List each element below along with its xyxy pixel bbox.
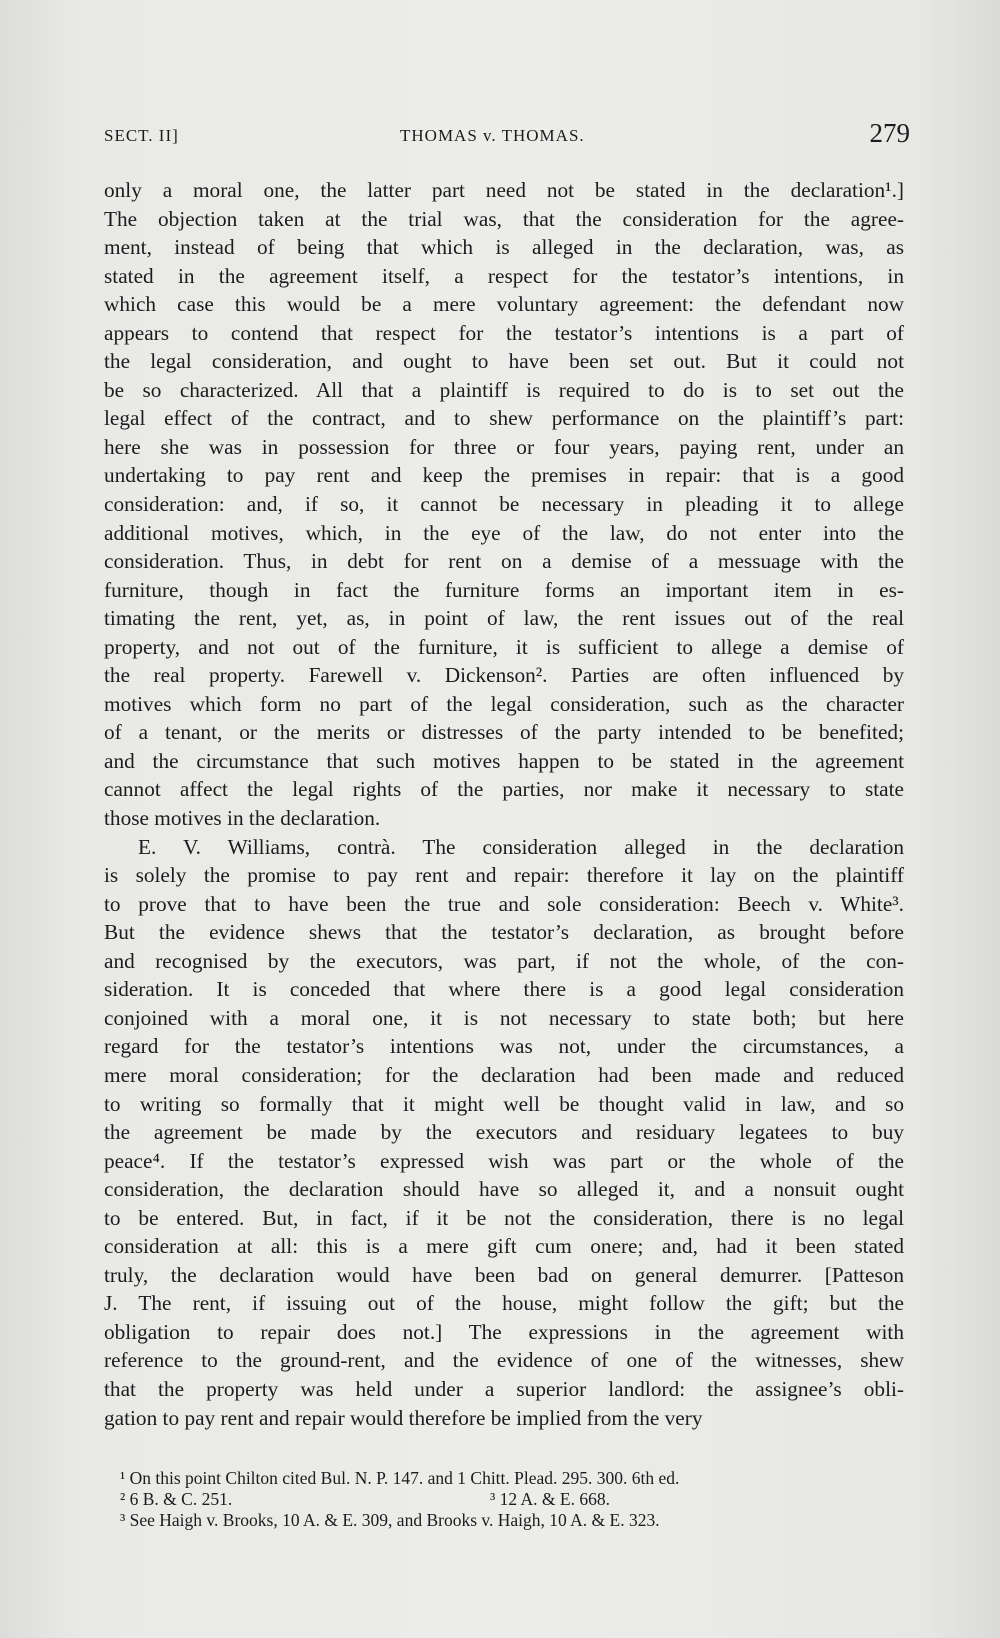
text-line: is solely the promise to pay rent and repair: therefore it lay on the plaintiff [104, 863, 904, 888]
text-line: here she was in possession for three or four years, paying rent, under an [104, 434, 904, 459]
text-line: be so characterized. All that a plaintiff is required to do is to set out the [104, 377, 904, 402]
text-line: appears to contend that respect for the testator’s intentions is a part of [104, 320, 904, 345]
text-line: truly, the declaration would have been bad on general demurrer. [Patteson [104, 1262, 904, 1287]
text-line: cannot affect the legal rights of the parties, nor make it necessary to state [104, 777, 904, 802]
text-line: consideration: and, if so, it cannot be necessary in pleading it to allege [104, 492, 904, 517]
text-line: to be entered. But, in fact, if it be not the consideration, there is no legal [104, 1205, 904, 1230]
text-line: and the circumstance that such motives happen to be stated in the agreement [104, 748, 904, 773]
footnote-3b: ³ See Haigh v. Brooks, 10 A. & E. 309, and Brooks v. Haigh, 10 A. & E. 323. [120, 1510, 660, 1530]
text-line: which case this would be a mere voluntary agreement: the defendant now [104, 292, 904, 317]
text-line: furniture, though in fact the furniture forms an important item in es- [104, 577, 904, 602]
text-line: consideration. Thus, in debt for rent on a demise of a messuage with the [104, 549, 904, 574]
running-header [104, 118, 910, 158]
text-line: conjoined with a moral one, it is not necessary to state both; but here [104, 1005, 904, 1030]
text-line: stated in the agreement itself, a respect for the testator’s intentions, in [104, 263, 904, 288]
footnote-1: ¹ On this point Chilton cited Bul. N. P. 147. and 1 Chitt. Plead. 295. 300. 6th ed. [120, 1468, 680, 1488]
text-line: ment, instead of being that which is alleged in the declaration, was, as [104, 235, 904, 260]
footnote-2: ² 6 B. & C. 251. [120, 1489, 233, 1509]
text-line: gation to pay rent and repair would therefore be implied from the very [104, 1405, 703, 1430]
case-title: THOMAS v. THOMAS. [400, 126, 585, 145]
text-line: additional motives, which, in the eye of the law, do not enter into the [104, 520, 904, 545]
footnotes [120, 1468, 900, 1531]
body-text [104, 176, 904, 1432]
text-line: to writing so formally that it might well be thought valid in law, and so [104, 1091, 904, 1116]
text-line: only a moral one, the latter part need not be stated in the declaration¹.] [104, 178, 904, 202]
text-line: the real property. Farewell v. Dickenson². Parties are often influenced by [104, 663, 904, 688]
text-line: peace⁴. If the testator’s expressed wish was part or the whole of the [104, 1148, 904, 1173]
text-line: legal effect of the contract, and to shew performance on the plaintiff’s part: [104, 406, 904, 431]
text-line: reference to the ground-rent, and the evidence of one of the witnesses, shew [104, 1348, 904, 1373]
text-line: mere moral consideration; for the declaration had been made and reduced [104, 1062, 904, 1087]
text-line: undertaking to pay rent and keep the premises in repair: that is a good [104, 463, 904, 488]
text-line: consideration at all: this is a mere gift cum onere; and, had it been stated [104, 1234, 904, 1259]
text-line: The objection taken at the trial was, that the consideration for the agree- [104, 206, 904, 231]
text-line: and recognised by the executors, was part, if not the whole, of the con- [104, 948, 904, 973]
text-line: to prove that to have been the true and sole consideration: Beech v. White³. [104, 891, 904, 916]
text-line: obligation to repair does not.] The expressions in the agreement with [104, 1319, 904, 1344]
text-line: regard for the testator’s intentions was not, under the circumstances, a [104, 1034, 904, 1059]
text-line: property, and not out of the furniture, it is sufficient to allege a demise of [104, 634, 904, 659]
text-line: But the evidence shews that the testator’s declaration, as brought before [104, 920, 904, 945]
text-line: the agreement be made by the executors and residuary legatees to buy [104, 1120, 904, 1145]
page-number: 279 [869, 118, 910, 148]
text-line: J. The rent, if issuing out of the house, might follow the gift; but the [104, 1291, 904, 1316]
text-line: of a tenant, or the merits or distresses of the party intended to be benefited; [104, 720, 904, 745]
text-line: that the property was held under a superior landlord: the assignee’s obli- [104, 1376, 904, 1401]
text-line: the legal consideration, and ought to have been set out. But it could not [104, 349, 904, 374]
text-line: motives which form no part of the legal consideration, such as the character [104, 691, 904, 716]
footnote-3a: ³ 12 A. & E. 668. [490, 1489, 610, 1509]
text-line: sideration. It is conceded that where there is a good legal consideration [104, 977, 904, 1002]
text-line: E. V. Williams, contrà. The consideration alleged in the declaration [138, 834, 904, 859]
text-line: timating the rent, yet, as, in point of law, the rent issues out of the real [104, 606, 904, 631]
text-line: those motives in the declaration. [104, 806, 381, 831]
text-line: consideration, the declaration should have so alleged it, and a nonsuit ought [104, 1177, 904, 1202]
section-label: SECT. II] [104, 126, 179, 145]
